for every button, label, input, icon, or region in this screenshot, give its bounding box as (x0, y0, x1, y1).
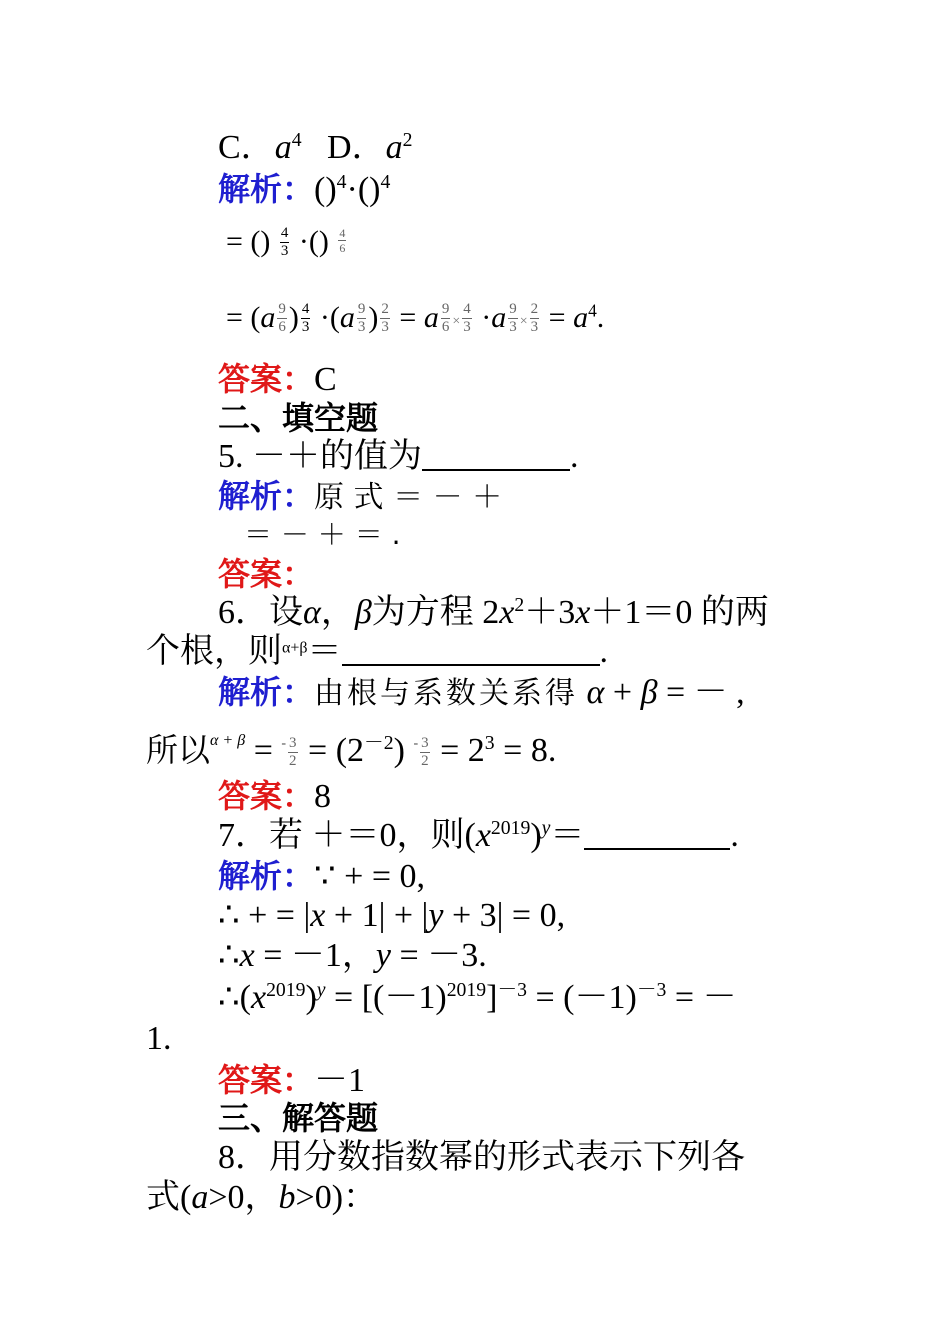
q7-analysis-line4: $\therefore(x^{2019})^y = [(-1)^{2019}]^{-3} = (-1)^{-3}$ = － (218, 979, 737, 1016)
fraction: $\frac{4}{3}$ (280, 225, 289, 259)
q4-answer: 答案：C (218, 360, 337, 398)
q4-analysis-line3: = (a $\frac{9}{6}$ ) $\frac{4}{3}$ ·(a $\frac{9}{3}$ ) $\frac{2}{3}$ = a $\frac{9}{6}$ × $\frac{4}{3}$ ·a $\frac{9}{3}$ × $\frac{2}{3}$ = $a^4$. (226, 300, 605, 335)
answer-blank (584, 818, 730, 850)
q5-analysis-line2: ＝ － ＋ ＝ . (244, 518, 401, 551)
options-cd: C．$a^4$ D．$a^2$ (218, 129, 413, 166)
q6-stem-line1: 6．设α，β为方程 $2x^2+3x+1=0$ 的两 (218, 594, 769, 631)
q5-stem: 5. －＋的值为 . (218, 438, 579, 475)
q7-analysis-line5: 1. (146, 1020, 172, 1057)
q5-answer: 答案： (218, 555, 315, 593)
q6-answer: 答案：8 (218, 777, 332, 815)
q7-analysis-line1: 解析：∵ + = 0, (218, 857, 425, 895)
analysis-label: 解析： (218, 170, 315, 208)
q4-analysis-line1: 解析：()$^4$·()$^4$ (218, 170, 391, 208)
section-heading-fill-in: 二、填空题 (218, 399, 379, 437)
q5-analysis-line1: 解析：原 式 ＝ － ＋ (218, 477, 503, 515)
option-d-value: a (385, 129, 403, 166)
q6-analysis-line2: 所以$^{\alpha + \beta}$ = - $\frac{3}{2}$ = $(2^{-2})$ - $\frac{3}{2}$ = $2^3 = 8$. (146, 731, 557, 769)
option-d-label: D． (327, 129, 386, 166)
option-c-label: C． (218, 129, 275, 166)
q8-stem-line2: 式(a>0，b>0)： (146, 1179, 378, 1216)
q7-stem: 7．若 ＋＝0，则$(x^{2019})^y=$ . (218, 817, 739, 854)
section-heading-solve: 三、解答题 (218, 1099, 379, 1137)
fraction: $\frac{4}{6}$ (339, 226, 346, 255)
q6-stem-line2: 个根，则$^{\alpha+\beta}$＝ . (146, 633, 609, 670)
answer-blank (422, 439, 570, 471)
q6-analysis-line1: 解析：由根与系数关系得 α + β = － , (218, 673, 745, 711)
q7-analysis-line2: ∴ + = |x + 1| + |y + 3| = 0, (218, 897, 566, 934)
q7-answer: 答案：－1 (218, 1061, 366, 1099)
q8-stem-line1: 8．用分数指数幂的形式表示下列各 (218, 1139, 745, 1176)
q4-analysis-line2: = () $\frac{4}{3}$ ·() $\frac{4}{6}$ (226, 225, 346, 259)
option-c-value: a (274, 129, 292, 166)
q7-analysis-line3: ∴x = －1，y = －3. (218, 937, 487, 974)
answer-blank (342, 634, 600, 666)
answer-label: 答案： (218, 360, 315, 398)
